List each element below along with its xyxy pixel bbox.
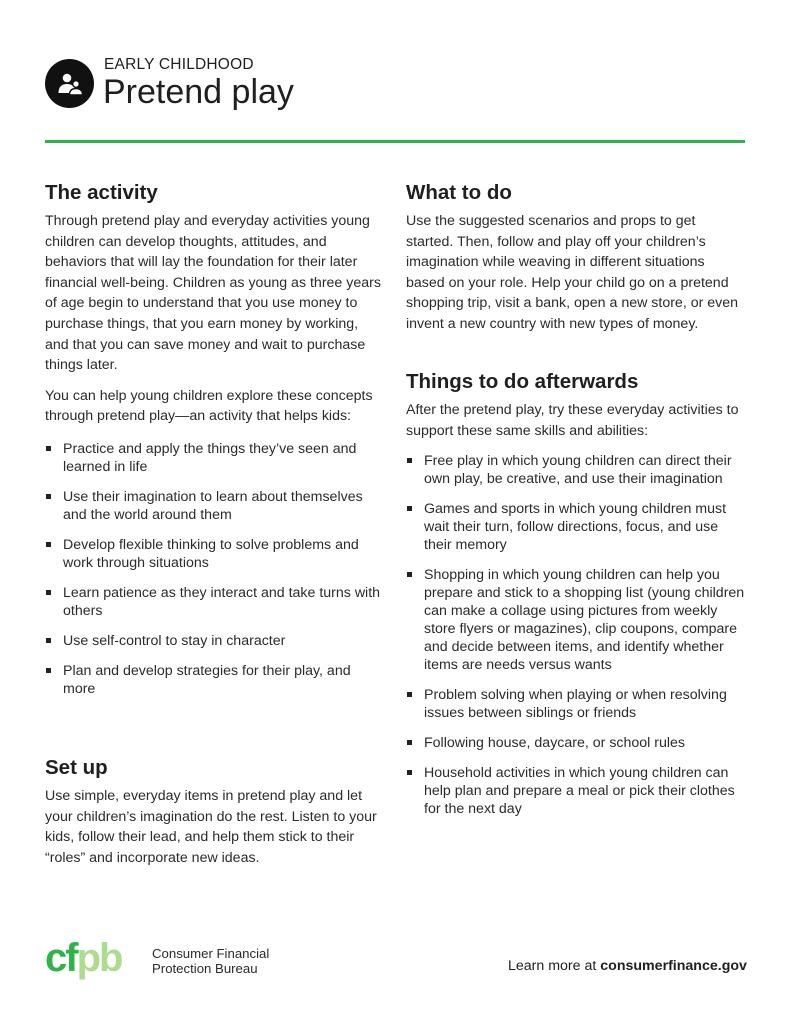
afterwards-heading: Things to do afterwards	[406, 370, 639, 393]
list-item: Practice and apply the things they’ve seen and learned in life	[45, 440, 385, 476]
learn-more-text	[508, 958, 747, 974]
setup-paragraph: Use simple, everyday items in pretend play and let your children’s imagination do the rest. Listen to your kids, follow their lead, and help them stick to their “roles” and incorporate new ideas.	[45, 788, 377, 866]
activity-bullet-list	[45, 440, 385, 698]
learn-more-prefix: Learn more at	[508, 958, 601, 974]
list-item: Learn patience as they interact and take turns with others	[45, 584, 385, 620]
afterwards-intro: After the pretend play, try these everyday activities to support these same skills and abilities:	[406, 402, 739, 439]
org-name-line-1: Consumer Financial	[152, 946, 270, 961]
learn-more-link[interactable]: consumerfinance.gov	[600, 958, 747, 974]
afterwards-bullet-list	[406, 452, 746, 818]
setup-section	[45, 756, 385, 868]
list-item: Develop flexible thinking to solve problems and work through situations	[45, 536, 385, 572]
cfpb-logo[interactable]	[45, 935, 285, 985]
afterwards-section	[406, 370, 746, 818]
list-item: Shopping in which young children can help you prepare and stick to a shopping list (young children can make a collage using pictures from weekly store flyers or magazines), clip coupons, compare and decide between items, and identify whether items are needs versus wants	[406, 566, 746, 674]
list-item: Use self-control to stay in character	[45, 632, 385, 650]
section-eyebrow: EARLY CHILDHOOD	[104, 56, 254, 73]
what-to-do-heading: What to do	[406, 181, 512, 204]
activity-paragraph-1: Through pretend play and everyday activities young children can develop thoughts, attitudes, and behaviors that will lay the foundation for their later financial well-being. Children as young as three years of age begin to understand that you use money to purchase things, that you earn money by working, and that you can save money and wait to purchase things later.	[45, 213, 381, 374]
cfpb-wordmark	[45, 935, 145, 985]
list-item: Free play in which young children can direct their own play, be creative, and use their imagination	[406, 452, 746, 488]
page-title: Pretend play	[103, 73, 294, 111]
list-item: Following house, daycare, or school rules	[406, 734, 746, 752]
what-to-do-section	[406, 181, 746, 335]
what-to-do-paragraph: Use the suggested scenarios and props to get started. Then, follow and play off your children’s imagination while weaving in different situations based on your role. Help your child go on a pretend shopping trip, visit a bank, open a new store, or even invent a new country with new types of money.	[406, 213, 739, 332]
list-item: Use their imagination to learn about themselves and the world around them	[45, 488, 385, 524]
list-item: Games and sports in which young children must wait their turn, follow directions, focus, and use their memory	[406, 500, 746, 554]
activity-section	[45, 181, 385, 698]
people-icon	[45, 59, 94, 108]
list-item: Household activities in which young children can help plan and prepare a meal or pick their clothes for the next day	[406, 764, 746, 818]
list-item: Plan and develop strategies for their play, and more	[45, 662, 385, 698]
activity-paragraph-2: You can help young children explore these concepts through pretend play—an activity that helps kids:	[45, 387, 373, 425]
org-name	[152, 946, 269, 976]
setup-heading: Set up	[45, 756, 108, 779]
cfpb-logo-text: cfpb	[45, 936, 122, 980]
org-name-line-2: Protection Bureau	[152, 961, 258, 976]
list-item: Problem solving when playing or when resolving issues between siblings or friends	[406, 686, 746, 722]
activity-heading: The activity	[45, 181, 158, 204]
header-divider	[45, 140, 745, 143]
